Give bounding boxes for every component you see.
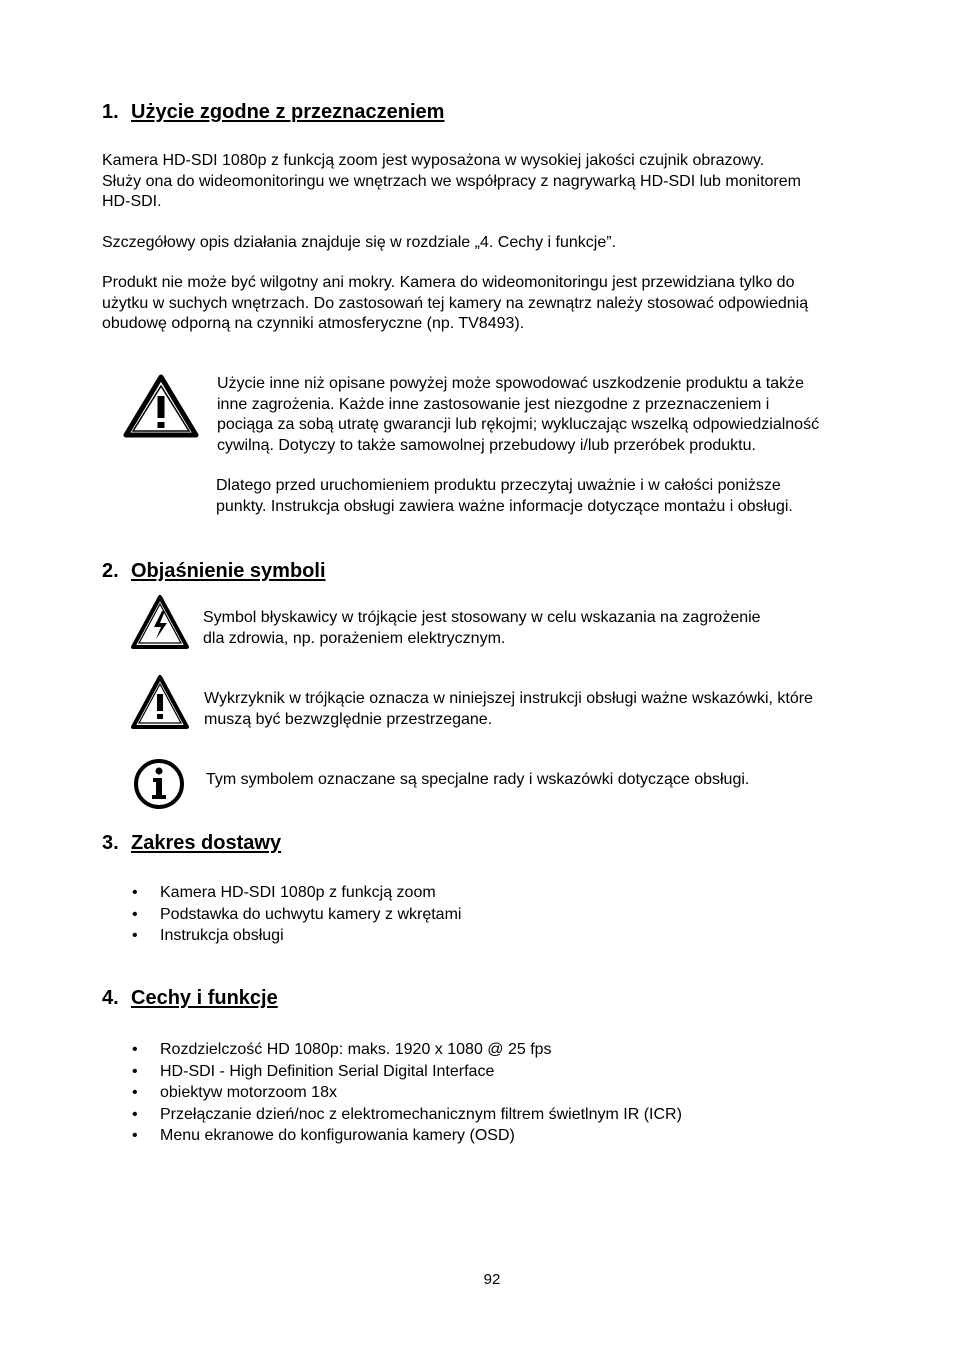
list-item-text: Podstawka do uchwytu kamery z wkrętami: [160, 905, 462, 923]
bullet: •: [132, 884, 138, 901]
text-line: punkty. Instrukcja obsługi zawiera ważne informacje dotyczące montażu i obsługi.: [216, 497, 793, 515]
warning-paragraph-1: [217, 374, 897, 456]
list-item-text: Menu ekranowe do konfigurowania kamery (OSD): [160, 1127, 515, 1144]
list-item-text: Kamera HD-SDI 1080p z funkcją zoom: [160, 884, 436, 901]
list-item: [132, 904, 461, 926]
symbol-description-lightning: [203, 608, 893, 649]
text-line: użytku w suchych wnętrzach. Do zastosowań tej kamery na zewnątrz należy stosować odpowiednią: [102, 294, 809, 312]
bullet: •: [132, 1127, 138, 1144]
section-heading-1: [102, 100, 444, 124]
text-line: Wykrzyknik w trójkącie oznacza w niniejszej instrukcji obsługi ważne wskazówki, które: [204, 690, 813, 707]
text-line: Symbol błyskawicy w trójkącie jest stosowany w celu wskazania na zagrożenie: [203, 609, 761, 626]
exclamation-triangle-icon: [130, 674, 190, 737]
intro-paragraph-1: [102, 151, 892, 213]
list-item: [132, 1125, 682, 1147]
section-number: 2.: [102, 560, 119, 582]
page-number: 92: [483, 1271, 501, 1288]
symbol-description-info: [206, 770, 896, 791]
text-line: Służy ona do wideomonitoringu we wnętrzach we współpracy z nagrywarką HD-SDI lub monitorem: [102, 172, 801, 190]
list-item: [132, 882, 461, 904]
text-line: Szczegółowy opis działania znajduje się w rozdziale „4. Cechy i funkcje”.: [102, 234, 617, 251]
list-item: [132, 925, 461, 947]
bullet: •: [132, 1041, 138, 1058]
delivery-list: [132, 882, 461, 947]
text-line: Tym symbolem oznaczane są specjalne rady i wskazówki dotyczące obsługi.: [206, 771, 750, 788]
bullet: •: [132, 927, 138, 944]
info-circle-icon: [133, 757, 185, 818]
section-title: Cechy i funkcje: [131, 987, 278, 1009]
bullet: •: [132, 905, 138, 923]
intro-paragraph-2: [102, 233, 892, 254]
list-item: [132, 1104, 682, 1126]
bullet: •: [132, 1105, 138, 1123]
section-heading-4: [102, 986, 278, 1010]
text-line: HD-SDI.: [102, 193, 162, 210]
text-line: muszą być bezwzględnie przestrzegane.: [204, 710, 493, 728]
section-title: Objaśnienie symboli: [131, 560, 326, 582]
section-number: 1.: [102, 101, 119, 123]
section-title: Użycie zgodne z przeznaczeniem: [131, 101, 445, 123]
list-item-text: Instrukcja obsługi: [160, 927, 284, 944]
list-item: [132, 1039, 682, 1061]
section-heading-3: [102, 831, 281, 855]
text-line: pociąga za sobą utratę gwarancji lub rękojmi; wykluczając wszelką odpowiedzialność: [217, 416, 820, 433]
text-line: dla zdrowia, np. porażeniem elektrycznym.: [203, 629, 506, 647]
text-line: inne zagrożenia. Każde inne zastosowanie jest niezgodne z przeznaczeniem i: [217, 395, 770, 413]
section-title: Zakres dostawy: [131, 832, 282, 854]
text-line: obudowę odporną na czynniki atmosferyczne (np. TV8493).: [102, 315, 525, 332]
section-heading-2: [102, 559, 326, 583]
lightning-triangle-icon: [130, 594, 190, 657]
intro-paragraph-3: [102, 273, 892, 335]
section-number: 3.: [102, 832, 119, 854]
features-list: [132, 1039, 682, 1147]
warning-triangle-icon: [123, 374, 199, 445]
list-item: [132, 1082, 682, 1104]
text-line: cywilną. Dotyczy to także samowolnej przebudowy i/lub przeróbek produktu.: [217, 436, 756, 454]
list-item-text: Rozdzielczość HD 1080p: maks. 1920 x 1080 @ 25 fps: [160, 1041, 552, 1058]
text-line: Użycie inne niż opisane powyżej może spowodować uszkodzenie produktu a także: [217, 375, 804, 392]
list-item-text: obiektyw motorzoom 18x: [160, 1084, 337, 1101]
text-line: Kamera HD-SDI 1080p z funkcją zoom jest wyposażona w wysokiej jakości czujnik obrazowy.: [102, 152, 765, 169]
list-item: [132, 1061, 682, 1083]
list-item-text: HD-SDI - High Definition Serial Digital Interface: [160, 1062, 495, 1080]
symbol-description-exclamation: [204, 689, 894, 730]
list-item-text: Przełączanie dzień/noc z elektromechanicznym filtrem świetlnym IR (ICR): [160, 1105, 682, 1123]
bullet: •: [132, 1084, 138, 1101]
warning-paragraph-2: [216, 476, 896, 517]
section-number: 4.: [102, 987, 119, 1009]
bullet: •: [132, 1062, 138, 1080]
text-line: Dlatego przed uruchomieniem produktu przeczytaj uważnie i w całości poniższe: [216, 477, 781, 494]
text-line: Produkt nie może być wilgotny ani mokry. Kamera do wideomonitoringu jest przewidziana tylko do: [102, 274, 795, 291]
